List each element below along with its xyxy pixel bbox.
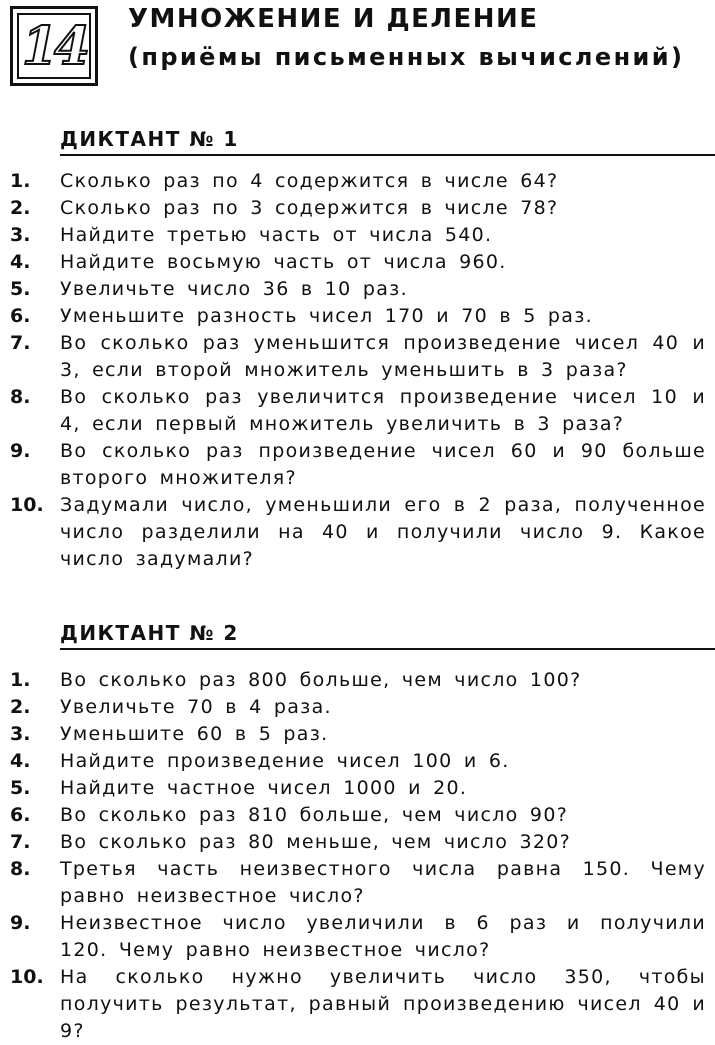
item-text: Во сколько раз произведение чисел 60 и 90 больше второго множителя? bbox=[60, 440, 706, 489]
lesson-number: 14 bbox=[21, 16, 87, 77]
item-number: 2. bbox=[10, 696, 31, 718]
list-item bbox=[0, 910, 715, 964]
dictation-1-list bbox=[0, 168, 715, 573]
list-item bbox=[0, 249, 715, 276]
dictation-2-heading: ДИКТАНТ № 2 bbox=[60, 618, 715, 650]
item-number: 5. bbox=[10, 777, 31, 799]
page-subtitle: (приёмы письменных вычислений) bbox=[128, 43, 685, 71]
item-number: 3. bbox=[10, 723, 31, 745]
list-item bbox=[0, 694, 715, 721]
list-item bbox=[0, 964, 715, 1045]
item-text: Во сколько раз увеличится произведение чисел 10 и 4, если первый множитель увеличить в 3 раза? bbox=[60, 386, 706, 435]
item-number: 5. bbox=[10, 278, 31, 300]
item-text: Третья часть неизвестного числа равна 150. Чему равно неизвестное число? bbox=[60, 858, 706, 907]
item-number: 7. bbox=[10, 332, 31, 354]
item-text: Сколько раз по 3 содержится в числе 78? bbox=[60, 197, 559, 219]
list-item bbox=[0, 748, 715, 775]
item-text: Увеличьте число 36 в 10 раз. bbox=[60, 278, 408, 300]
item-text: Уменьшите разность чисел 170 и 70 в 5 раз. bbox=[60, 305, 593, 327]
list-item bbox=[0, 168, 715, 195]
list-item bbox=[0, 303, 715, 330]
item-text: Во сколько раз 810 больше, чем число 90? bbox=[60, 804, 569, 826]
item-number: 6. bbox=[10, 804, 31, 826]
item-text: Найдите восьмую часть от числа 960. bbox=[60, 251, 507, 273]
item-text: Найдите третью часть от числа 540. bbox=[60, 224, 493, 246]
dictation-2-list bbox=[0, 667, 715, 1045]
item-number: 6. bbox=[10, 305, 31, 327]
list-item bbox=[0, 829, 715, 856]
list-item bbox=[0, 667, 715, 694]
list-item bbox=[0, 721, 715, 748]
item-number: 3. bbox=[10, 224, 31, 246]
item-number: 8. bbox=[10, 386, 31, 408]
item-text: Во сколько раз уменьшится произведение чисел 40 и 3, если второй множитель уменьшить в 3 раза? bbox=[60, 332, 706, 381]
list-item bbox=[0, 775, 715, 802]
item-number: 4. bbox=[10, 251, 31, 273]
item-number: 1. bbox=[10, 170, 31, 192]
item-text: Сколько раз по 4 содержится в числе 64? bbox=[60, 170, 559, 192]
list-item bbox=[0, 492, 715, 573]
item-text: Найдите произведение чисел 100 и 6. bbox=[60, 750, 510, 772]
item-number: 9. bbox=[10, 912, 31, 934]
item-number: 8. bbox=[10, 858, 31, 880]
item-number: 10. bbox=[10, 494, 44, 516]
item-text: Уменьшите 60 в 5 раз. bbox=[60, 723, 329, 745]
list-item bbox=[0, 195, 715, 222]
item-number: 1. bbox=[10, 669, 31, 691]
list-item bbox=[0, 276, 715, 303]
item-text: Увеличьте 70 в 4 раза. bbox=[60, 696, 332, 718]
item-number: 9. bbox=[10, 440, 31, 462]
item-number: 4. bbox=[10, 750, 31, 772]
item-text: Найдите частное чисел 1000 и 20. bbox=[60, 777, 468, 799]
item-text: Задумали число, уменьшили его в 2 раза, полученное число разделили на 40 и получили число 9. Какое число задумали? bbox=[60, 494, 706, 570]
item-text: Во сколько раз 80 меньше, чем число 320? bbox=[60, 831, 572, 853]
list-item bbox=[0, 330, 715, 384]
item-text: Неизвестное число увеличили в 6 раз и получили 120. Чему равно неизвестное число? bbox=[60, 912, 706, 961]
lesson-number-badge bbox=[10, 6, 98, 86]
list-item bbox=[0, 802, 715, 829]
item-number: 2. bbox=[10, 197, 31, 219]
list-item bbox=[0, 438, 715, 492]
list-item bbox=[0, 384, 715, 438]
list-item bbox=[0, 856, 715, 910]
item-number: 7. bbox=[10, 831, 31, 853]
item-number: 10. bbox=[10, 966, 44, 988]
item-text: На сколько нужно увеличить число 350, чтобы получить результат, равный произведению чисел 40 и 9? bbox=[60, 966, 706, 1042]
dictation-1-heading: ДИКТАНТ № 1 bbox=[60, 124, 715, 156]
item-text: Во сколько раз 800 больше, чем число 100? bbox=[60, 669, 582, 691]
page-title: УМНОЖЕНИЕ И ДЕЛЕНИЕ bbox=[128, 4, 539, 34]
list-item bbox=[0, 222, 715, 249]
